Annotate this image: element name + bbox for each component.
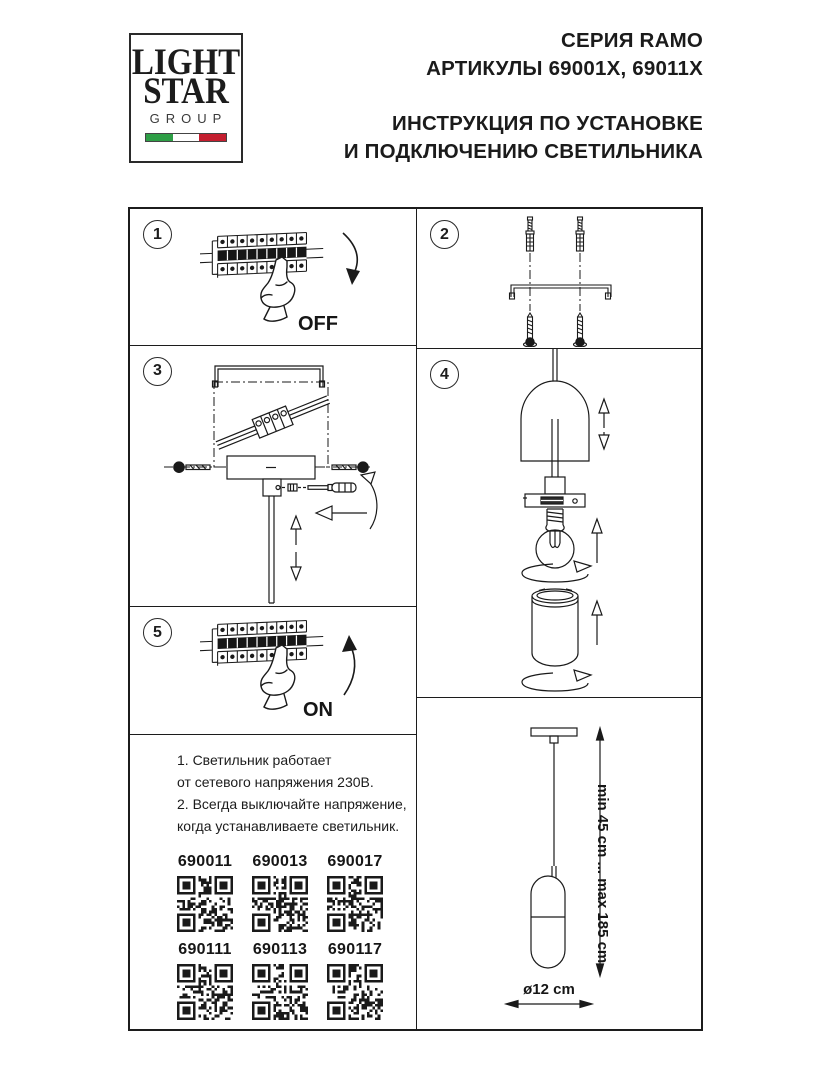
steps-grid [128,207,703,1031]
article-qr-grid [177,853,416,1020]
screw-icon [524,313,537,347]
arrow-left-icon [316,506,367,520]
step-4-number: 4 [430,360,459,389]
italian-flag-icon [145,133,227,142]
arrow-down-icon [343,233,360,285]
dimensions-panel [417,698,701,1029]
note-line-4: когда устанавливаете светильник. [177,818,400,834]
notes-panel [130,735,416,1029]
qr-code [252,876,308,932]
rotate-arrow-icon [522,561,591,582]
diameter-label: ø12 cm [523,981,575,998]
height-range-label: min 45 cm ... max 185 cm [594,784,611,964]
note-line-1: 1. Светильник работает [177,752,332,768]
screwdriver-icon [308,483,356,492]
note-line-3: 2. Всегда выключайте напряжение, [177,796,407,812]
article-number: 690113 [252,941,308,958]
anchors-screws-drawing [417,209,703,347]
qr-code [327,876,383,932]
breaker-off-drawing [130,209,415,347]
qr-code [327,964,383,1020]
side-screw-right [332,462,368,472]
step-3-number: 3 [143,357,172,386]
cylinder-shade-drawing [532,589,578,666]
arrow-up-icon [592,601,602,645]
step-2-panel [417,209,701,349]
qr-code [177,964,233,1020]
step-4-panel [417,349,701,698]
arrow-up-icon [342,635,357,695]
article-number: 690117 [327,941,383,958]
up-down-arrows-icon [291,516,301,580]
qr-code [177,876,233,932]
step-2-number: 2 [430,220,459,249]
screw-icon [574,313,587,347]
note-line-2: от сетевого напряжения 230В. [177,774,374,790]
wall-anchor-icon [576,217,584,251]
logo-star: STAR [143,71,229,113]
lightstar-logo [129,33,243,163]
article-number: 690111 [178,941,232,958]
series-title: СЕРИЯ RAMO [561,29,703,52]
article-number: 690011 [177,853,233,870]
on-label: ON [303,699,333,722]
header-titles [344,27,703,166]
breaker-on-drawing [130,607,415,736]
step-1-panel [130,209,416,346]
arrow-up-icon [592,519,602,563]
articles-title: АРТИКУЛЫ 69001X, 69011X [426,57,703,80]
instruction-title-line2: И ПОДКЛЮЧЕНИЮ СВЕТИЛЬНИКА [343,140,703,163]
rotate-arrow-icon [361,472,377,529]
bulb-drawing [536,509,574,568]
logo-light: LIGHT [131,42,241,84]
up-down-arrows-icon [599,399,609,449]
mounting-bracket-drawing [510,285,612,299]
lamp-assembly-drawing [417,349,703,696]
step-1-number: 1 [143,220,172,249]
article-number: 690013 [252,853,308,870]
mounting-plate-drawing [130,346,415,612]
diameter-dimension-arrow [506,1001,592,1008]
step-5-panel [130,607,416,735]
rotate-arrow-icon [522,670,591,691]
side-screw-left [174,462,210,472]
logo-group: GROUP [149,111,228,126]
off-label: OFF [298,313,338,335]
qr-code [252,964,308,1020]
step-3-panel [130,346,416,608]
article-number: 690017 [327,853,383,870]
wall-anchor-icon [526,217,534,251]
terminal-block-drawing [213,390,332,453]
step-5-number: 5 [143,618,172,647]
instruction-title-line1: ИНСТРУКЦИЯ ПО УСТАНОВКЕ [392,112,703,135]
